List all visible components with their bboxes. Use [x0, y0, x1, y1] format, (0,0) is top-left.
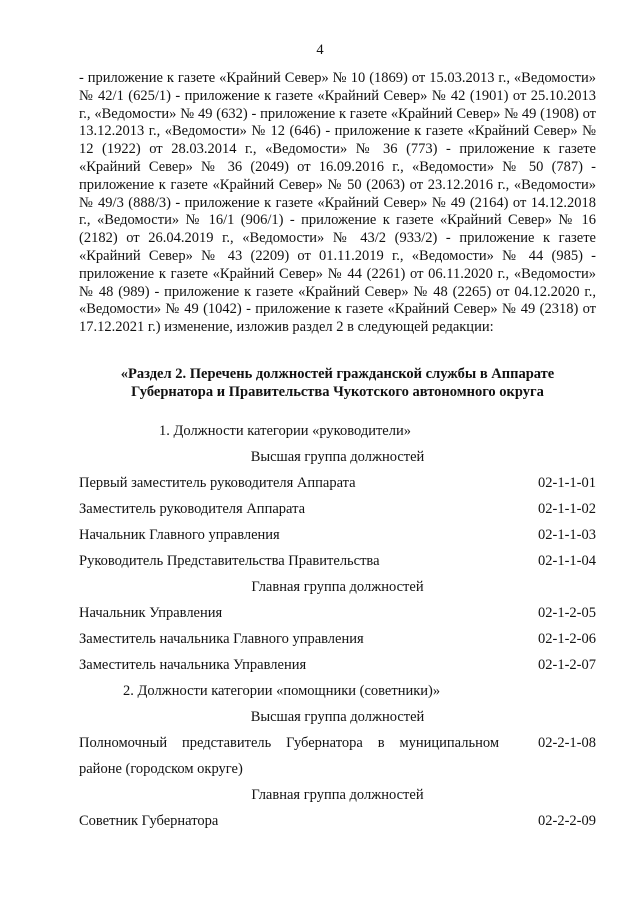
- section-title: [79, 366, 596, 401]
- position-code: 02-1-2-07: [538, 657, 596, 673]
- category-heading: 2. Должности категории «помощники (советники)»: [123, 683, 441, 699]
- position-row: [79, 730, 596, 782]
- group-heading: Главная группа должностей: [251, 579, 424, 595]
- position-name: Заместитель начальника Управления: [79, 657, 307, 673]
- position-code: 02-1-1-04: [538, 553, 596, 569]
- position-name: Полномочный представитель Губернатора в муниципальном районе (городском округе): [79, 735, 499, 777]
- section-title-line-2: Губернатора и Правительства Чукотского автономного округа: [131, 383, 544, 400]
- position-code: 02-1-2-05: [538, 605, 596, 621]
- position-row: [79, 652, 596, 678]
- position-row: [79, 548, 596, 574]
- position-code: 02-1-1-02: [538, 501, 596, 517]
- position-code: 02-1-1-01: [538, 475, 596, 491]
- group-heading: Высшая группа должностей: [250, 709, 425, 725]
- position-name: Начальник Управления: [79, 605, 223, 621]
- position-name: Заместитель начальника Главного управления: [79, 631, 364, 647]
- group-heading: Главная группа должностей: [251, 787, 424, 803]
- position-code: 02-2-2-09: [538, 813, 596, 829]
- position-name: Заместитель руководителя Аппарата: [79, 501, 306, 517]
- position-name: Первый заместитель руководителя Аппарата: [79, 475, 356, 491]
- position-code: 02-2-1-08: [538, 735, 596, 751]
- category-heading: 1. Должности категории «руководители»: [159, 423, 411, 439]
- position-row: [79, 522, 596, 548]
- position-row: [79, 600, 596, 626]
- position-name: Начальник Главного управления: [79, 527, 280, 543]
- position-row: [79, 808, 596, 834]
- position-name: Руководитель Представительства Правительства: [79, 553, 380, 569]
- position-name: Советник Губернатора: [79, 813, 219, 829]
- position-row: [79, 626, 596, 652]
- page-number: 4: [316, 42, 324, 58]
- position-code: 02-1-2-06: [538, 631, 596, 647]
- group-heading: Высшая группа должностей: [250, 449, 425, 465]
- intro-paragraph: - приложение к газете «Крайний Север» № 10 (1869) от 15.03.2013 г., «Ведомости» № 42/1 (625/1) - приложение к газете «Крайний Север» № 42 (1901) от 25.10.2013 г., «Ведомости» № 49 (632) - приложение к газете «Крайний Север» № 49 (1908) от 13.12.2013 г., «Ведомости» № 12 (646) - приложение к газете «Крайний Север» № 12 (1922) от 28.03.2014 г., «Ведомости» № 36 (773) - приложение к газете «Крайний Север» № 36 (2049) от 16.09.2016 г., «Ведомости» № 50 (787) - приложение к газете «Крайний Север» № 50 (2063) от 23.12.2016 г., «Ведомости» № 49/3 (888/3) - приложение к газете «Крайний Север» № 49 (2164) от 14.12.2018 г., «Ведомости» № 16/1 (906/1) - приложение к газете «Крайний Север» № 16 (2182) от 26.04.2019 г., «Ведомости» № 43/2 (933/2) - приложение к газете «Крайний Север» № 43 (2209) от 01.11.2019 г., «Ведомости» № 44 (985) - приложение к газете «Крайний Север» № 44 (2261) от 06.11.2020 г., «Ведомости» № 48 (989) - приложение к газете «Крайний Север» № 48 (2265) от 04.12.2020 г., «Ведомости» № 49 (1042) - приложение к газете «Крайний Север» № 49 (2318) от 17.12.2021 г.) изменение, изложив раздел 2 в следующей редакции:: [79, 70, 596, 336]
- position-row: [79, 470, 596, 496]
- position-code: 02-1-1-03: [538, 527, 596, 543]
- position-row: [79, 496, 596, 522]
- positions-list: [79, 418, 596, 834]
- section-title-line-1: «Раздел 2. Перечень должностей гражданской службы в Аппарате: [120, 366, 555, 382]
